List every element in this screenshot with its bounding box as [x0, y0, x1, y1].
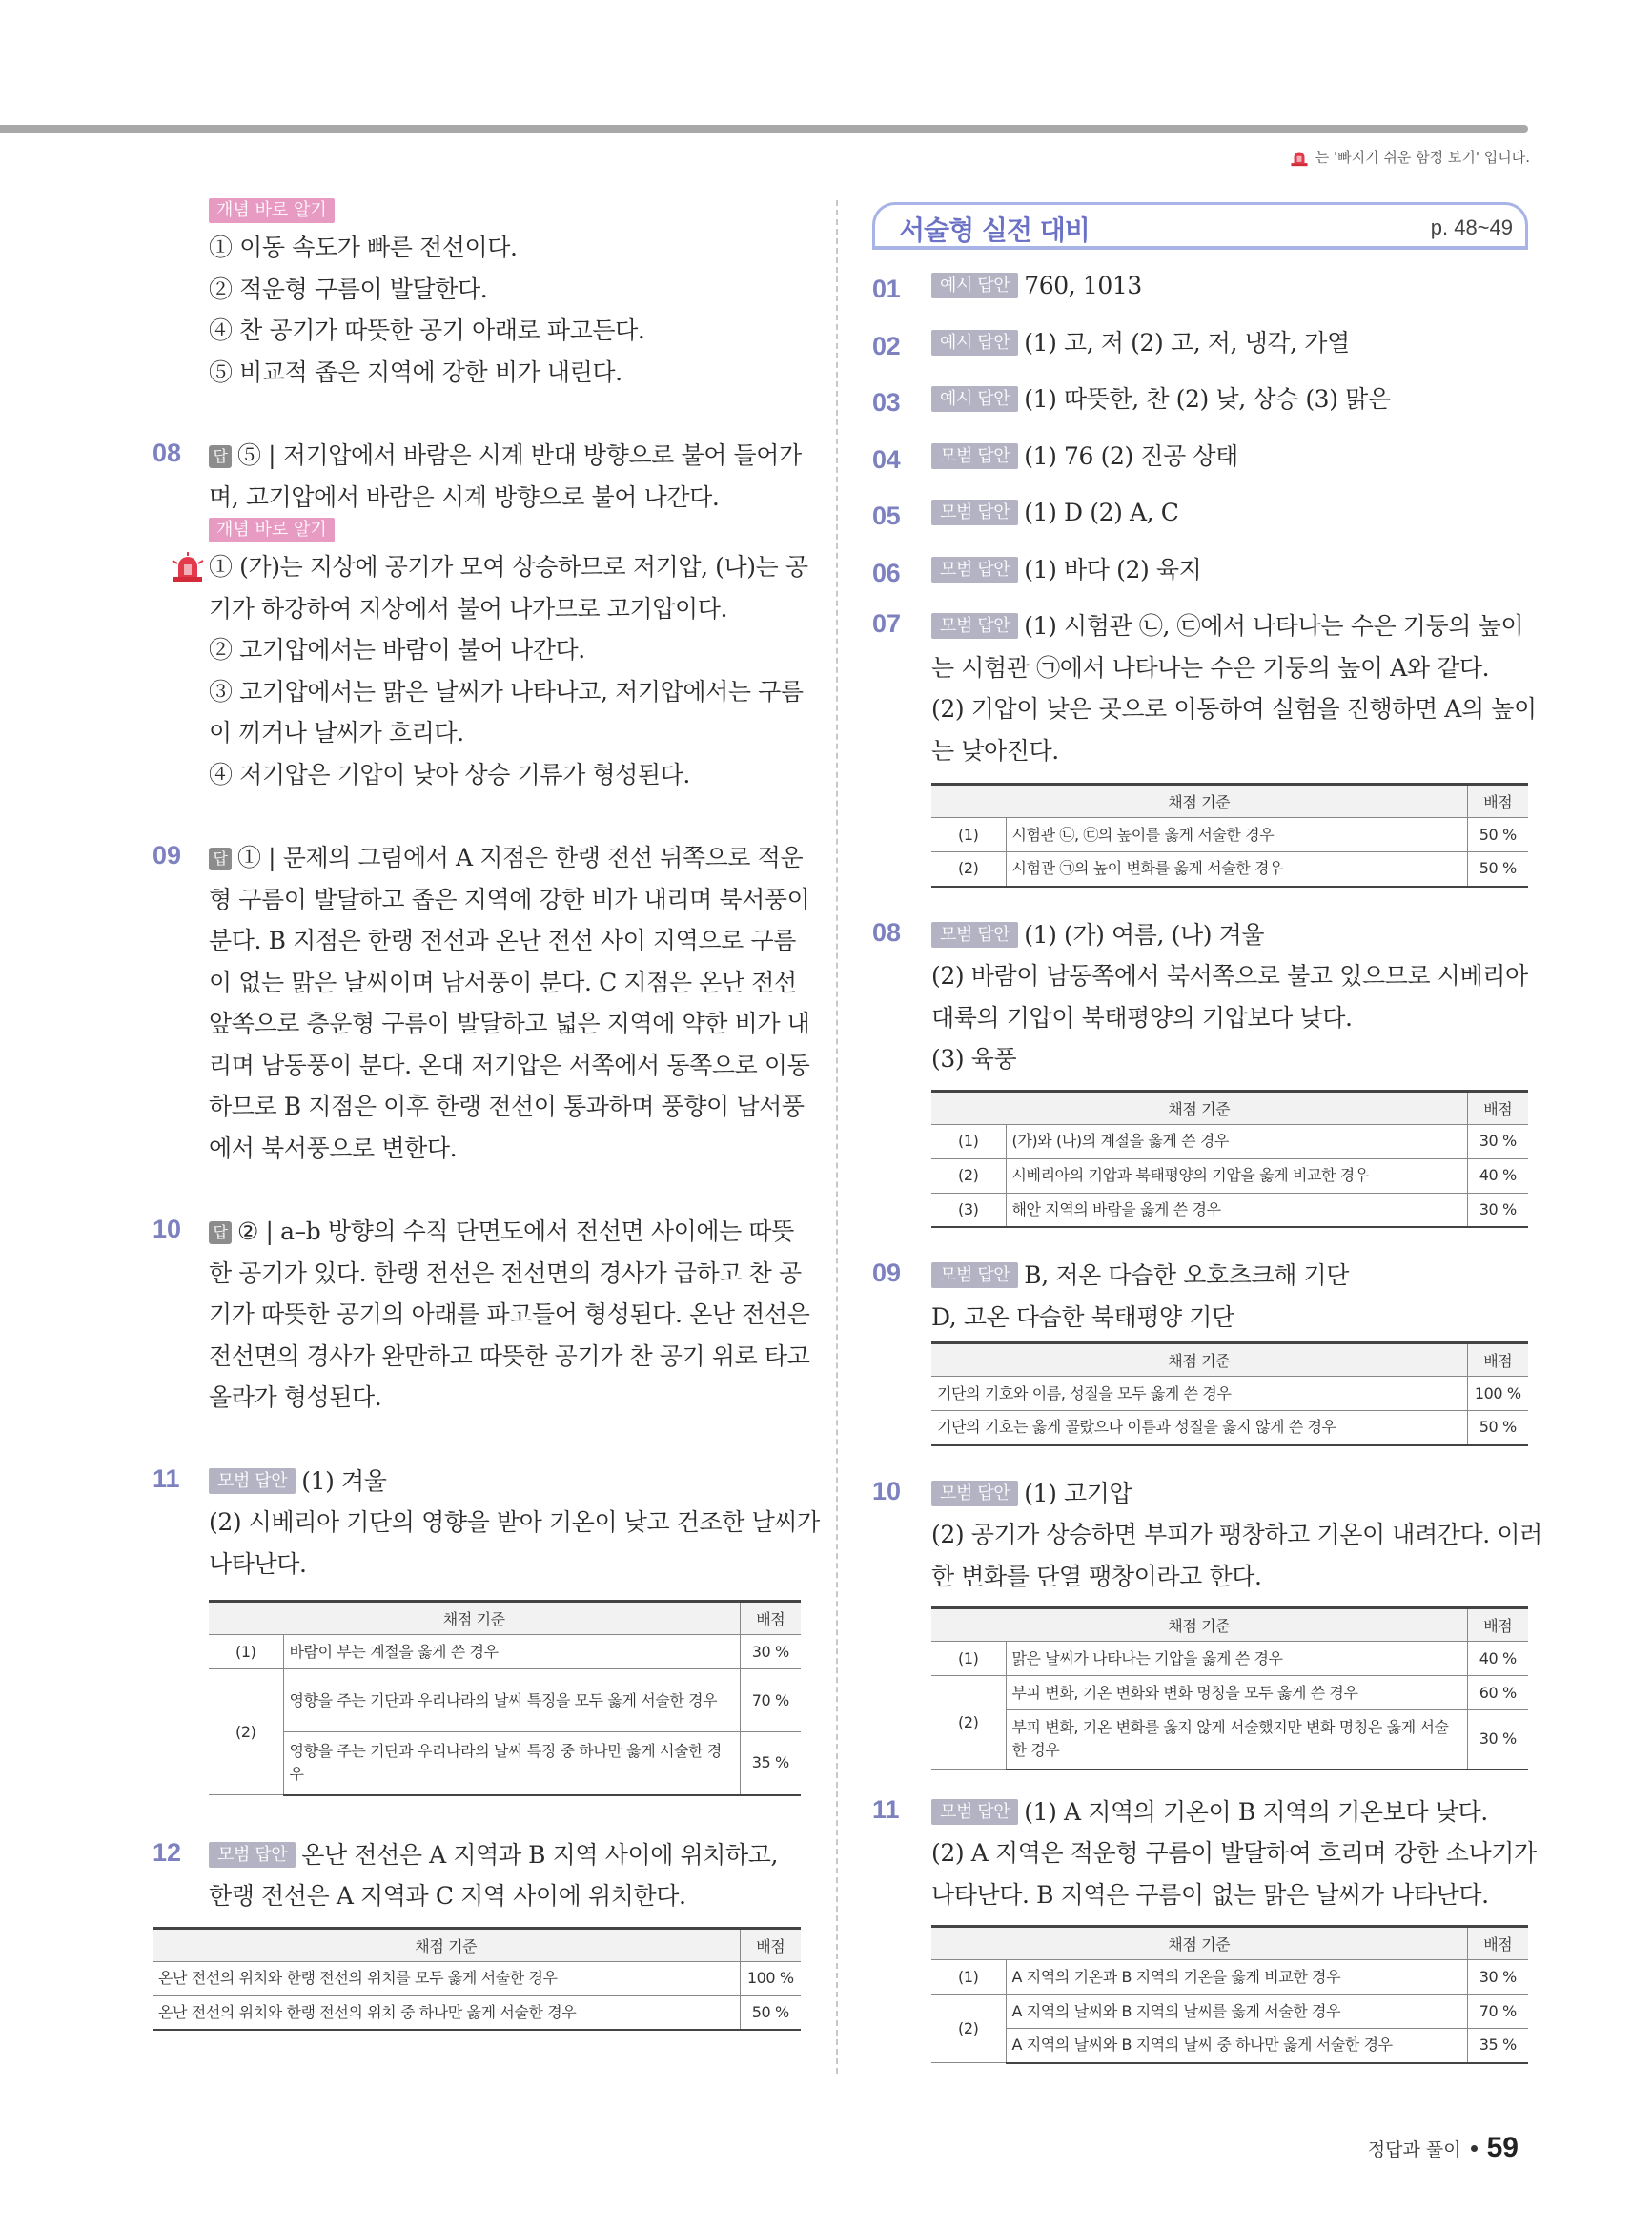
- concept-line: ① (가)는 지상에 공기가 모여 상승하므로 저기압, (나)는 공: [209, 553, 808, 581]
- question-number: 10: [153, 1215, 182, 1243]
- model-answer-tag: 모범 답안: [931, 922, 1018, 948]
- answer-line: 이 없는 맑은 날씨이며 남서풍이 분다. C 지점은 온난 전선: [209, 968, 797, 996]
- column-divider: [836, 200, 838, 2074]
- answer-line: 전선면의 경사가 완만하고 따뜻한 공기가 찬 공기 위로 타고: [209, 1341, 810, 1370]
- page-number: 59: [1486, 2132, 1519, 2163]
- concept-line: ④ 찬 공기가 따뜻한 공기 아래로 파고든다.: [209, 317, 645, 344]
- example-answer-tag: 예시 답안: [931, 330, 1018, 356]
- table-row: 기단의 기호는 옳게 골랐으나 이름과 성질을 옳지 않게 쓴 경우 50 %: [931, 1411, 1528, 1445]
- table-header: 채점 기준: [931, 785, 1467, 818]
- question-04: 04 모범 답안 (1) 76 (2) 진공 상태: [931, 436, 1528, 478]
- question-number: 03: [872, 388, 901, 417]
- footer-dot: [1471, 2145, 1478, 2152]
- question-10: 10 모범 답안 (1) 고기압 (2) 공기가 상승하면 부피가 팽창하고 기온이 내려간다. 이러 한 변화를 단열 팽창이라고 한다. 채점 기준 배점 (1) 맑은 날씨가 나타나는 기압을 옳게 쓴 경우 40 % (2) 부피 변화, 기온 변화와 변화 명칭을 모두 옳게 쓴 경우 60 % 부피 변화, 기온 변화를 옳지 않게 서술했지만 변화 명칭은 옳게 서술한 경우 30 %: [931, 1473, 1528, 1770]
- table-header: 배점: [1467, 1091, 1528, 1124]
- answer-line: D, 고온 다습한 북태평양 기단: [931, 1302, 1234, 1331]
- siren-icon: [171, 552, 205, 583]
- table-row: 온난 전선의 위치와 한랭 전선의 위치 중 하나만 옳게 서술한 경우 50 %: [153, 1995, 801, 2030]
- answer-line: 며, 고기압에서 바람은 시계 방향으로 불어 나간다.: [209, 482, 720, 511]
- table-row: (1) 시험관 ㉡, ㉢의 높이를 옳게 서술한 경우 50 %: [931, 818, 1528, 852]
- answer-line: 는 시험관 ㉠에서 나타나는 수은 기둥의 높이 A와 같다.: [931, 653, 1490, 682]
- table-header: 배점: [740, 1602, 801, 1635]
- question-10: [153, 1211, 810, 1419]
- answer-line: 형 구름이 발달하고 좁은 지역에 강한 비가 내리며 북서풍이: [209, 885, 810, 913]
- concept-line: 기가 하강하여 지상에서 불어 나가므로 고기압이다.: [209, 594, 728, 623]
- scoring-table: [931, 783, 1528, 888]
- answer-line: (2) A 지역은 적운형 구름이 발달하여 흐리며 강한 소나기가: [931, 1839, 1537, 1867]
- question-number: 12: [153, 1837, 182, 1867]
- table-header: 배점: [1467, 785, 1528, 818]
- question-08: 08 모범 답안 (1) (가) 여름, (나) 겨울 (2) 바람이 남동쪽에서 북서쪽으로 불고 있으므로 시베리아 대륙의 기압이 북태평양의 기압보다 낮다. (3) 육풍 채점 기준 배점 (1) (가)와 (나)의 계절을 옳게 쓴 경우 30 % (2) 시베리아의 기압과 북태평양의 기압을 옳게 비교한 경우 40 % (3) 해안 지역의 바람을 옳게 쓴 경우 30 %: [931, 914, 1528, 1229]
- answer-line: (2) 기압이 낮은 곳으로 이동하여 실험을 진행하면 A의 높이: [931, 695, 1537, 723]
- question-number: 10: [872, 1476, 902, 1505]
- table-header: 채점 기준: [153, 1928, 740, 1961]
- answer-line: 대륙의 기압이 북태평양의 기압보다 낮다.: [931, 1003, 1353, 1032]
- answer-line: 한 변화를 단열 팽창이라고 한다.: [931, 1562, 1262, 1590]
- table-row: (2) 시베리아의 기압과 북태평양의 기압을 옳게 비교한 경우 40 %: [931, 1158, 1528, 1193]
- model-answer-tag: 모범 답안: [931, 557, 1018, 583]
- answer-line: 답 ⑤ | 저기압에서 바람은 시계 반대 방향으로 불어 들어가: [209, 435, 801, 477]
- table-row: (1) 맑은 날씨가 나타나는 기압을 옳게 쓴 경우 40 %: [931, 1642, 1528, 1676]
- table-row: A 지역의 날씨와 B 지역의 날씨 중 하나만 옳게 서술한 경우 35 %: [931, 2029, 1528, 2063]
- answer-line: 한랭 전선은 A 지역과 C 지역 사이에 위치한다.: [209, 1882, 686, 1910]
- left-column: [153, 198, 820, 2031]
- concept-line: ② 적운형 구름이 발달한다.: [209, 275, 488, 303]
- question-07: 07 모범 답안 (1) 시험관 ㉡, ㉢에서 나타나는 수은 기둥의 높이 는 시험관 ㉠에서 나타나는 수은 기둥의 높이 A와 같다. (2) 기압이 낮은 곳으로 이동하여 실험을 진행하면 A의 높이 는 낮아진다. 채점 기준 배점 (1) 시험관 ㉡, ㉢의 높이를 옳게 서술한 경우 50 % (2) 시험관 ㉠의 높이 변화를 옳게 서술한 경우 50 %: [931, 605, 1528, 888]
- question-number: 06: [872, 558, 901, 587]
- model-answer-tag: 모범 답안: [931, 1481, 1018, 1506]
- table-row: (2) 시험관 ㉠의 높이 변화를 옳게 서술한 경우 50 %: [931, 852, 1528, 887]
- scoring-table: [209, 1600, 801, 1796]
- model-answer-tag: 모범 답안: [931, 500, 1018, 525]
- question-number: 11: [153, 1463, 180, 1493]
- table-row: (1) (가)와 (나)의 계절을 옳게 쓴 경우 30 %: [931, 1124, 1528, 1158]
- question-02: 02 예시 답안 (1) 고, 저 (2) 고, 저, 냉각, 가열: [931, 322, 1528, 364]
- scoring-table: [931, 1341, 1528, 1446]
- answer-line: 에서 북서풍으로 변한다.: [209, 1134, 458, 1162]
- answer-line: 답 ① | 문제의 그림에서 A 지점은 한랭 전선 뒤쪽으로 적운: [209, 837, 801, 879]
- question-09: 09 모범 답안 B, 저온 다습한 오호츠크해 기단 D, 고온 다습한 북태평양 기단 채점 기준 배점 기단의 기호와 이름, 성질을 모두 옳게 쓴 경우 100 % 기단의 기호는 옳게 골랐으나 이름과 성질을 옳지 않게 쓴 경우 50 %: [931, 1255, 1528, 1446]
- scoring-table: [931, 1606, 1528, 1770]
- concept-line: ⑤ 비교적 좁은 지역에 강한 비가 내린다.: [209, 358, 622, 386]
- concept-line: ① 이동 속도가 빠른 전선이다.: [209, 234, 518, 261]
- question-number: 05: [872, 501, 901, 530]
- question-12: [153, 1834, 801, 2032]
- question-06: 06 모범 답안 (1) 바다 (2) 육지: [931, 549, 1528, 591]
- section-page-range: p. 48~49: [1430, 215, 1513, 239]
- answer-badge: 답: [209, 848, 232, 870]
- table-header: 채점 기준: [931, 1091, 1467, 1124]
- question-number: 01: [872, 275, 901, 303]
- question-number: 08: [153, 439, 182, 467]
- question-09: [153, 837, 810, 1169]
- answer-line: 모범 답안 온난 전선은 A 지역과 B 지역 사이에 위치하고,: [209, 1834, 801, 1876]
- answer-line: 는 낮아진다.: [931, 736, 1059, 765]
- question-01: 01 예시 답안 760, 1013: [931, 265, 1528, 307]
- question-05: 05 모범 답안 (1) D (2) A, C: [931, 492, 1528, 534]
- question-number: 09: [872, 1258, 902, 1287]
- table-header: 배점: [1467, 1343, 1528, 1377]
- siren-icon: [1289, 148, 1310, 167]
- table-header: 배점: [740, 1928, 801, 1961]
- answer-line: (3) 육풍: [931, 1045, 1017, 1073]
- table-row: 기단의 기호와 이름, 성질을 모두 옳게 쓴 경우 100 %: [931, 1377, 1528, 1411]
- answer-line: 한 공기가 있다. 한랭 전선은 전선면의 경사가 급하고 찬 공: [209, 1258, 802, 1287]
- model-answer-tag: 모범 답안: [931, 1799, 1018, 1825]
- model-answer-tag: 모범 답안: [931, 1262, 1018, 1288]
- answer-line: 나타난다.: [209, 1549, 307, 1578]
- question-number: 02: [872, 331, 901, 360]
- answer-line: 답 ② | a–b 방향의 수직 단면도에서 전선면 사이에는 따뜻: [209, 1211, 801, 1253]
- scoring-table: [931, 1925, 1528, 2064]
- question-11: [153, 1461, 820, 1796]
- footer-label: 정답과 풀이: [1367, 2138, 1461, 2160]
- concept-line: ② 고기압에서는 바람이 불어 나간다.: [209, 636, 585, 664]
- answer-line: (2) 바람이 남동쪽에서 북서쪽으로 불고 있으므로 시베리아: [931, 962, 1528, 990]
- concept-line: ③ 고기압에서는 맑은 날씨가 나타나고, 저기압에서는 구름: [209, 677, 804, 706]
- model-answer-tag: 모범 답안: [931, 613, 1018, 639]
- answer-line: 올라가 형성된다.: [209, 1383, 382, 1411]
- table-header: 채점 기준: [931, 1343, 1467, 1377]
- example-answer-tag: 예시 답안: [931, 273, 1018, 298]
- answer-line: (2) 시베리아 기단의 영향을 받아 기온이 낮고 건조한 날씨가: [209, 1508, 820, 1536]
- table-header: 채점 기준: [209, 1602, 740, 1635]
- concept-block-a: [153, 198, 801, 393]
- model-answer-tag: 모범 답안: [209, 1842, 296, 1868]
- answer-line: 기가 따뜻한 공기의 아래를 파고들어 형성된다. 온난 전선은: [209, 1300, 810, 1328]
- table-header: 채점 기준: [931, 1608, 1467, 1642]
- answer-line: 하므로 B 지점은 이후 한랭 전선이 통과하며 풍향이 남서풍: [209, 1093, 805, 1120]
- table-row: (2) 영향을 주는 기단과 우리나라의 날씨 특징을 모두 옳게 서술한 경우 70 %: [209, 1669, 801, 1732]
- table-row: (1) A 지역의 기온과 B 지역의 기온을 옳게 비교한 경우 30 %: [931, 1960, 1528, 1995]
- table-row: 영향을 주는 기단과 우리나라의 날씨 특징 중 하나만 옳게 서술한 경우 35 %: [209, 1732, 801, 1795]
- answer-line: (2) 공기가 상승하면 부피가 팽창하고 기온이 내려간다. 이러: [931, 1521, 1542, 1548]
- concept-line: ④ 저기압은 기압이 낮아 상승 기류가 형성된다.: [209, 760, 690, 788]
- model-answer-tag: 모범 답안: [931, 443, 1018, 469]
- question-11: 11 모범 답안 (1) A 지역의 기온이 B 지역의 기온보다 낮다. (2) A 지역은 적운형 구름이 발달하여 흐리며 강한 소나기가 나타난다. B 지역은 구름이 없는 맑은 날씨가 나타난다. 채점 기준 배점 (1) A 지역의 기온과 B 지역의 기온을 옳게 비교한 경우 30 % (2) A 지역의 날씨와 B 지역의 날씨를 옳게 서술한 경우 70 % A 지역의 날씨와 B 지역의 날씨 중 하나만 옳게 서술한 경우 35 %: [931, 1791, 1528, 2064]
- question-number: 08: [872, 917, 902, 947]
- question-03: 03 예시 답안 (1) 따뜻한, 찬 (2) 낮, 상승 (3) 맑은: [931, 378, 1528, 420]
- trap-legend: [1289, 147, 1530, 167]
- table-header: 채점 기준: [931, 1927, 1467, 1960]
- section-title: 서술형 실전 대비: [899, 215, 1090, 246]
- table-header: 배점: [1467, 1927, 1528, 1960]
- section-header: [872, 202, 1528, 250]
- answer-line: 나타난다. B 지역은 구름이 없는 맑은 날씨가 나타난다.: [931, 1880, 1489, 1909]
- concept-tag: 개념 바로 알기: [209, 518, 335, 542]
- scoring-table: [153, 1927, 801, 2032]
- table-row: (2) 부피 변화, 기온 변화와 변화 명칭을 모두 옳게 쓴 경우 60 %: [931, 1676, 1528, 1710]
- answer-line: 리며 남동풍이 분다. 온대 저기압은 서쪽에서 동쪽으로 이동: [209, 1051, 810, 1079]
- table-row: 온난 전선의 위치와 한랭 전선의 위치를 모두 옳게 서술한 경우 100 %: [153, 1961, 801, 1995]
- scoring-table: [931, 1090, 1528, 1229]
- top-rule: [0, 125, 1528, 133]
- table-row: (1) 바람이 부는 계절을 옳게 쓴 경우 30 %: [209, 1635, 801, 1669]
- right-column: [872, 202, 1542, 2064]
- model-answer-tag: 모범 답안: [209, 1468, 296, 1494]
- question-08: [153, 435, 808, 795]
- table-header: 배점: [1467, 1608, 1528, 1642]
- answer-badge: 답: [209, 445, 232, 468]
- answer-line: 앞쪽으로 층운형 구름이 발달하고 넓은 지역에 약한 비가 내: [209, 1010, 810, 1037]
- question-number: 11: [872, 1794, 900, 1824]
- concept-tag: 개념 바로 알기: [209, 198, 335, 223]
- trap-legend-text: 는 '빠지기 쉬운 함정 보기' 입니다.: [1315, 149, 1530, 166]
- table-row: 부피 변화, 기온 변화를 옳지 않게 서술했지만 변화 명칭은 옳게 서술한 경우 30 %: [931, 1710, 1528, 1770]
- question-number: 09: [153, 841, 182, 869]
- answer-line: 분다. B 지점은 한랭 전선과 온난 전선 사이 지역으로 구름: [209, 927, 796, 954]
- example-answer-tag: 예시 답안: [931, 386, 1018, 412]
- table-row: (3) 해안 지역의 바람을 옳게 쓴 경우 30 %: [931, 1193, 1528, 1227]
- concept-line: 이 끼거나 날씨가 흐리다.: [209, 719, 464, 747]
- answer-line: 모범 답안 (1) 겨울: [209, 1461, 801, 1503]
- question-number: 07: [872, 609, 902, 638]
- table-row: (2) A 지역의 날씨와 B 지역의 날씨를 옳게 서술한 경우 70 %: [931, 1995, 1528, 2029]
- page-footer: [1368, 2132, 1519, 2164]
- question-number: 04: [872, 444, 901, 474]
- answer-badge: 답: [209, 1221, 232, 1244]
